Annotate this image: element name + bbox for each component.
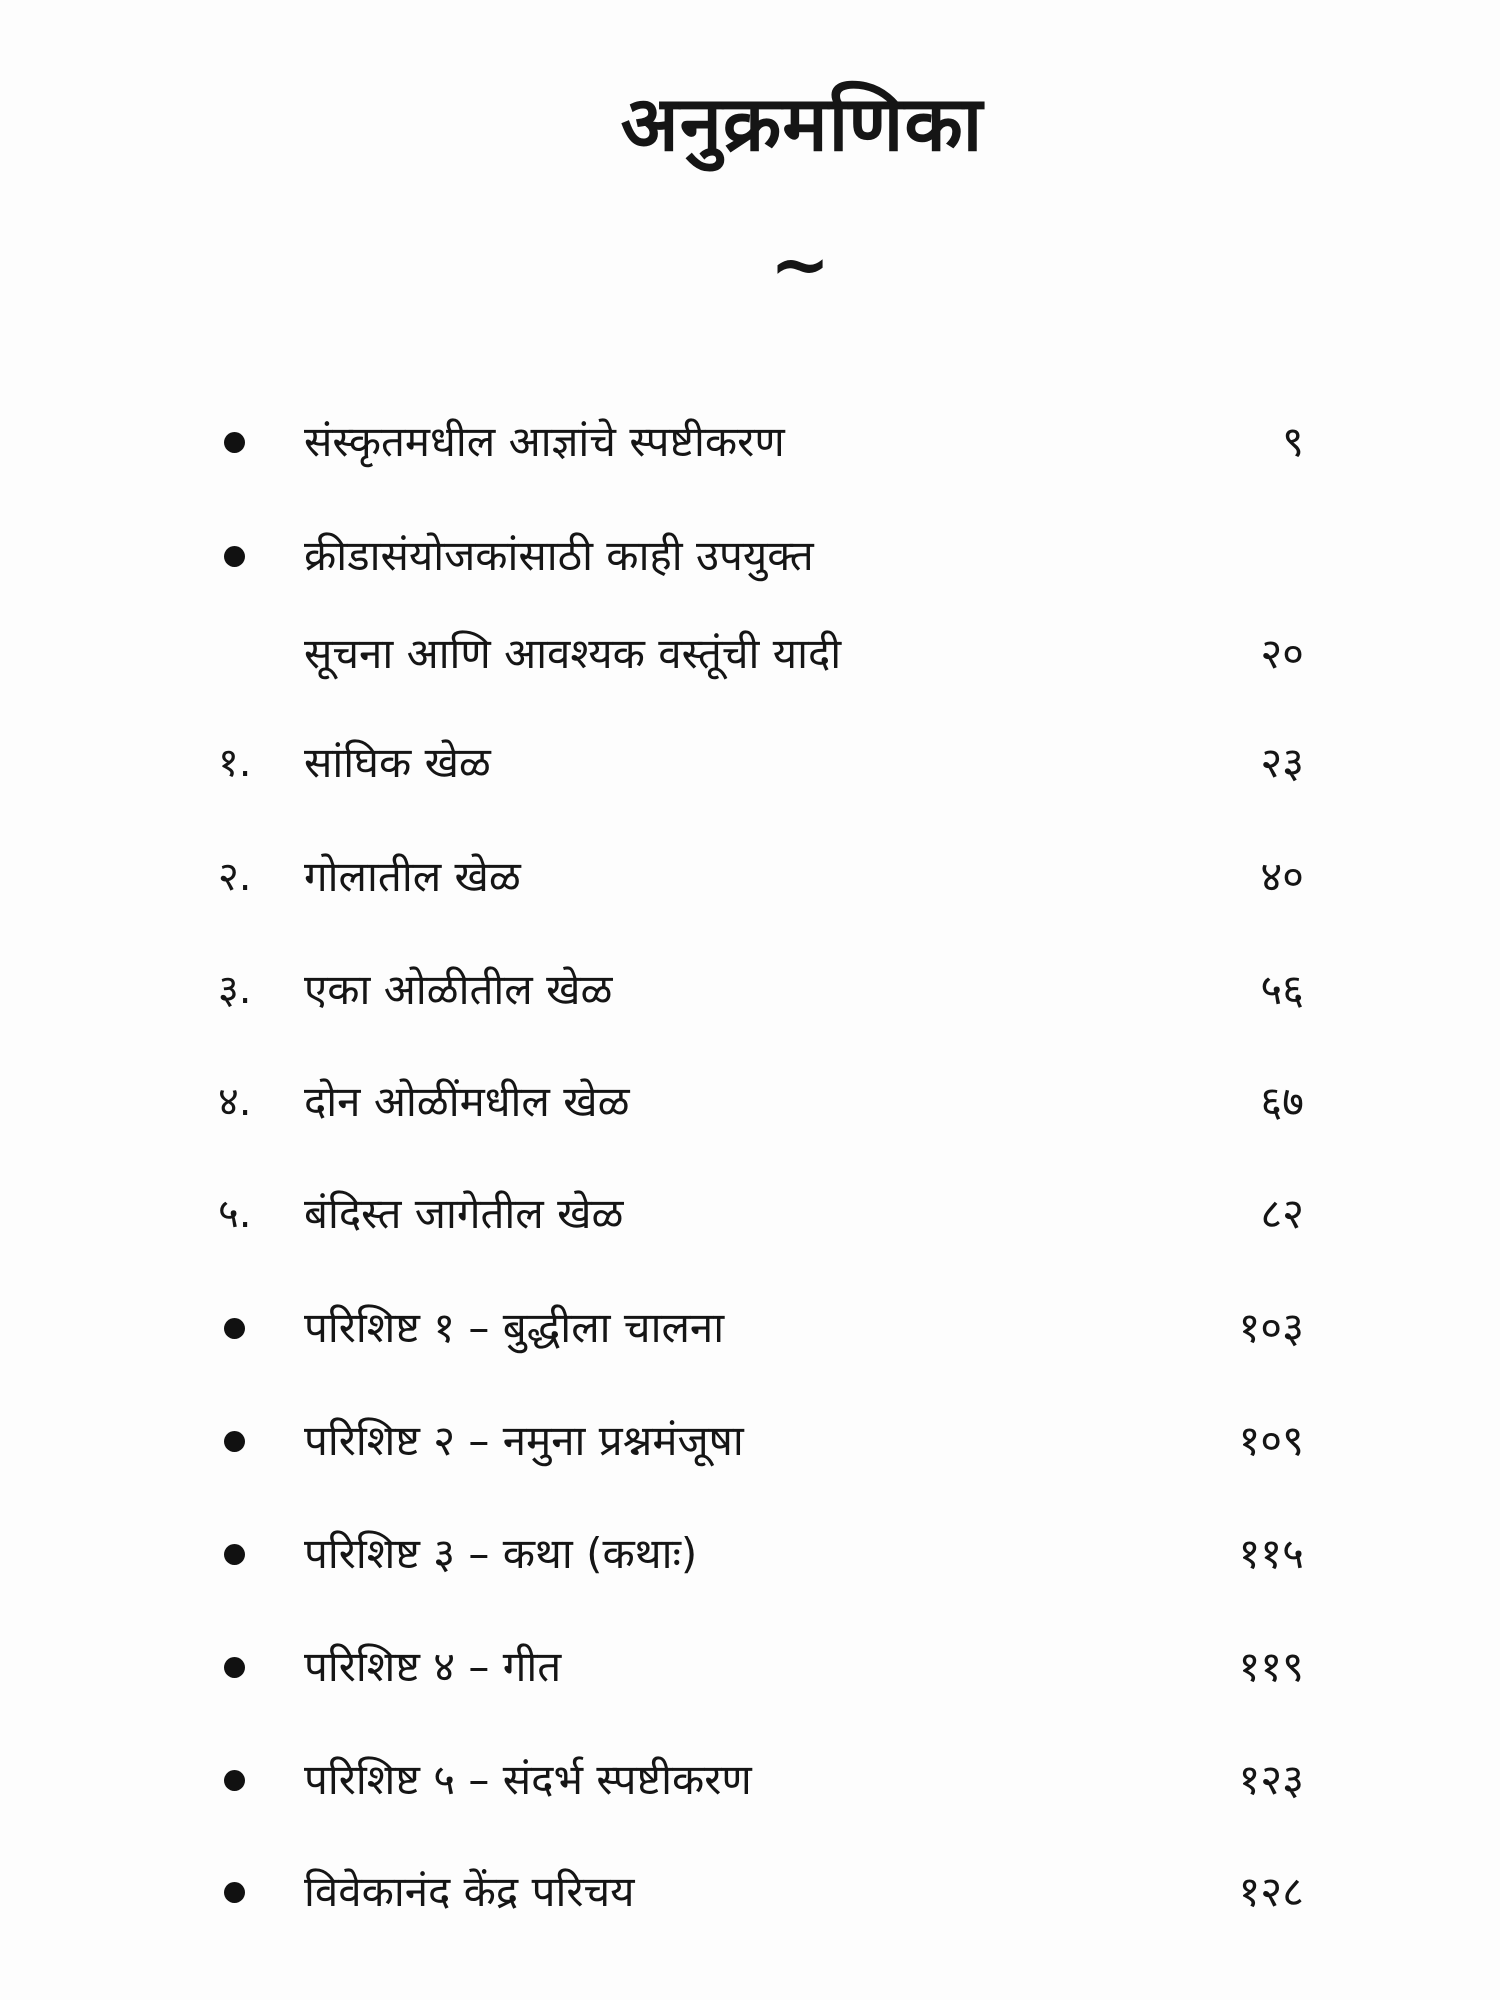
toc-entry-page: ५६	[1260, 965, 1304, 1014]
bullet-icon	[224, 432, 245, 453]
toc-entry-page: ११९	[1238, 1642, 1304, 1691]
toc-entry-title: बंदिस्त जागेतील खेळ	[304, 1189, 624, 1238]
page-title-text: अनुक्रमणिका	[620, 79, 984, 168]
toc-entry	[0, 1184, 1500, 1244]
toc-entry-number: ४.	[218, 1079, 252, 1125]
bullet-icon	[224, 1882, 245, 1903]
toc-entry-page: ४०	[1260, 852, 1304, 901]
ornament-glyph: ~	[769, 222, 831, 306]
toc-entry-number: १.	[218, 740, 252, 786]
toc-entry-title: संस्कृतमधील आज्ञांचे स्पष्टीकरण	[304, 417, 785, 466]
bullet-icon	[224, 546, 245, 567]
toc-entry	[0, 1298, 1500, 1358]
toc-entry-title: क्रीडासंयोजकांसाठी काही उपयुक्त	[304, 531, 814, 580]
bullet-icon	[224, 1318, 245, 1339]
toc-entry-page: ८२	[1260, 1189, 1304, 1238]
toc-entry-title: सांघिक खेळ	[304, 738, 491, 787]
bullet-icon	[224, 1544, 245, 1565]
toc-entry-page: ९	[1282, 417, 1304, 466]
toc-entry	[0, 526, 1500, 586]
toc-entry-title: दोन ओळींमधील खेळ	[304, 1077, 630, 1126]
toc-entry-title: एका ओळीतील खेळ	[304, 965, 613, 1014]
toc-entry-page: ६७	[1260, 1077, 1304, 1126]
toc-entry	[0, 1862, 1500, 1922]
toc-entry-title: परिशिष्ट ५ – संदर्भ स्पष्टीकरण	[304, 1755, 752, 1804]
toc-entry-title: गोलातील खेळ	[304, 852, 521, 901]
toc-entry-number: ३.	[218, 967, 252, 1013]
toc-entry	[0, 733, 1500, 793]
toc-entry-number: २.	[218, 854, 252, 900]
bullet-icon	[224, 1431, 245, 1452]
toc-entry-title: परिशिष्ट २ – नमुना प्रश्नमंजूषा	[304, 1416, 744, 1465]
toc-entry-page: १२३	[1238, 1755, 1304, 1804]
bullet-icon	[224, 1770, 245, 1791]
toc-entry	[0, 412, 1500, 472]
toc-entry	[0, 1750, 1500, 1810]
toc-entry	[0, 847, 1500, 907]
toc-entry	[0, 1072, 1500, 1132]
toc-entry-title: परिशिष्ट १ – बुद्धीला चालना	[304, 1303, 725, 1352]
toc-entry-title: परिशिष्ट ४ – गीत	[304, 1642, 562, 1691]
toc-entry-title: परिशिष्ट ३ – कथा (कथाः)	[304, 1529, 698, 1578]
toc-entry	[0, 1411, 1500, 1471]
toc-entry-title: विवेकानंद केंद्र परिचय	[304, 1867, 635, 1916]
toc-entry-number: ५.	[218, 1191, 252, 1237]
toc-entry-title: सूचना आणि आवश्यक वस्तूंची यादी	[304, 629, 842, 678]
toc-entry-page: ११५	[1238, 1529, 1304, 1578]
toc-entry	[0, 1524, 1500, 1584]
toc-entry	[0, 960, 1500, 1020]
toc-entry-page: १०९	[1238, 1416, 1304, 1465]
toc-entry-page: २०	[1260, 629, 1304, 678]
toc-entry-continuation	[0, 624, 1500, 684]
bullet-icon	[224, 1657, 245, 1678]
toc-entry-page: १२८	[1238, 1867, 1304, 1916]
toc-entry-page: १०३	[1238, 1303, 1304, 1352]
toc-entry	[0, 1637, 1500, 1697]
toc-entry-page: २३	[1260, 738, 1304, 787]
